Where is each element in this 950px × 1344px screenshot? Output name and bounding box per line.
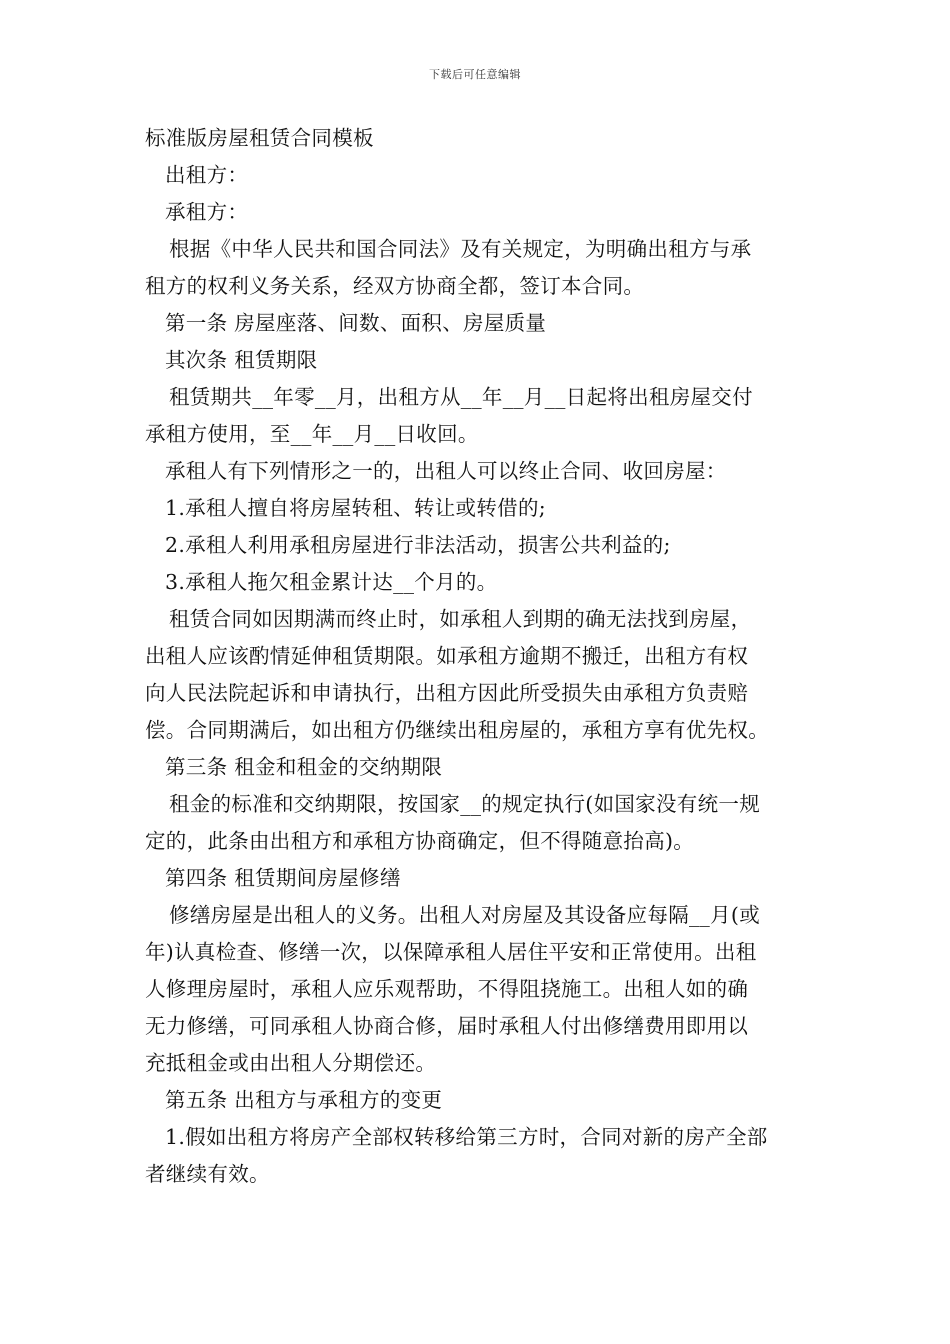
- paragraph-line: 向人民法院起诉和申请执行，出租方因此所受损失由承租方负责赔: [145, 681, 749, 705]
- paragraph-line: 租金的标准和交纳期限，按国家__的规定执行(如国家没有统一规: [169, 792, 760, 816]
- paragraph-line: 偿。合同期满后，如出租方仍继续出租房屋的，承租方享有优先权。: [145, 718, 769, 742]
- paragraph-line: 年)认真检查、修缮一次，以保障承租人居住平安和正常使用。出租: [145, 940, 757, 964]
- paragraph-line: 租方的权利义务关系，经双方协商全都，签订本合同。: [145, 274, 645, 298]
- article-heading: 第五条 出租方与承租方的变更: [165, 1088, 443, 1112]
- article-heading: 其次条 租赁期限: [165, 348, 318, 372]
- header-note: 下载后可任意编辑: [429, 68, 521, 81]
- paragraph-line: 无力修缮，可同承租人协商合修，届时承租人付出修缮费用即用以: [145, 1014, 749, 1038]
- document-title: 标准版房屋租赁合同模板: [145, 126, 374, 150]
- article-heading: 第三条 租金和租金的交纳期限: [165, 755, 443, 779]
- document-body: [145, 120, 810, 1193]
- paragraph-line: 定的，此条由出租方和承租方协商确定，但不得随意抬高)。: [145, 829, 695, 853]
- paragraph-line: 租赁期共__年零__月，出租方从__年__月__日起将出租房屋交付: [169, 385, 753, 409]
- paragraph-line: 承租人有下列情形之一的，出租人可以终止合同、收回房屋：: [165, 459, 727, 483]
- paragraph-line: 修缮房屋是出租人的义务。出租人对房屋及其设备应每隔__月(或: [169, 903, 760, 927]
- paragraph-line: 租赁合同如因期满而终止时，如承租人到期的确无法找到房屋，: [169, 607, 752, 631]
- paragraph-line: 人修理房屋时，承租人应乐观帮助，不得阻挠施工。出租人如的确: [145, 977, 749, 1001]
- list-item: 2.承租人利用承租房屋进行非法活动，损害公共利益的;: [165, 533, 671, 557]
- lessee-label: 承租方：: [165, 200, 249, 224]
- paragraph-line: 出租人应该酌情延伸租赁期限。如承租方逾期不搬迁，出租方有权: [145, 644, 749, 668]
- article-heading: 第一条 房屋座落、间数、面积、房屋质量: [165, 311, 547, 335]
- paragraph-line: 承租方使用，至__年__月__日收回。: [145, 422, 479, 446]
- paragraph-line: 充抵租金或由出租人分期偿还。: [145, 1051, 437, 1075]
- list-item: 1.假如出租方将房产全部权转移给第三方时，合同对新的房产全部: [165, 1125, 768, 1149]
- list-item: 3.承租人拖欠租金累计达__个月的。: [165, 570, 498, 594]
- article-heading: 第四条 租赁期间房屋修缮: [165, 866, 401, 890]
- lessor-label: 出租方：: [165, 163, 249, 187]
- paragraph-line: 者继续有效。: [145, 1162, 270, 1186]
- paragraph-line: 根据《中华人民共和国合同法》及有关规定，为明确出租方与承: [169, 237, 752, 261]
- list-item: 1.承租人擅自将房屋转租、转让或转借的;: [165, 496, 546, 520]
